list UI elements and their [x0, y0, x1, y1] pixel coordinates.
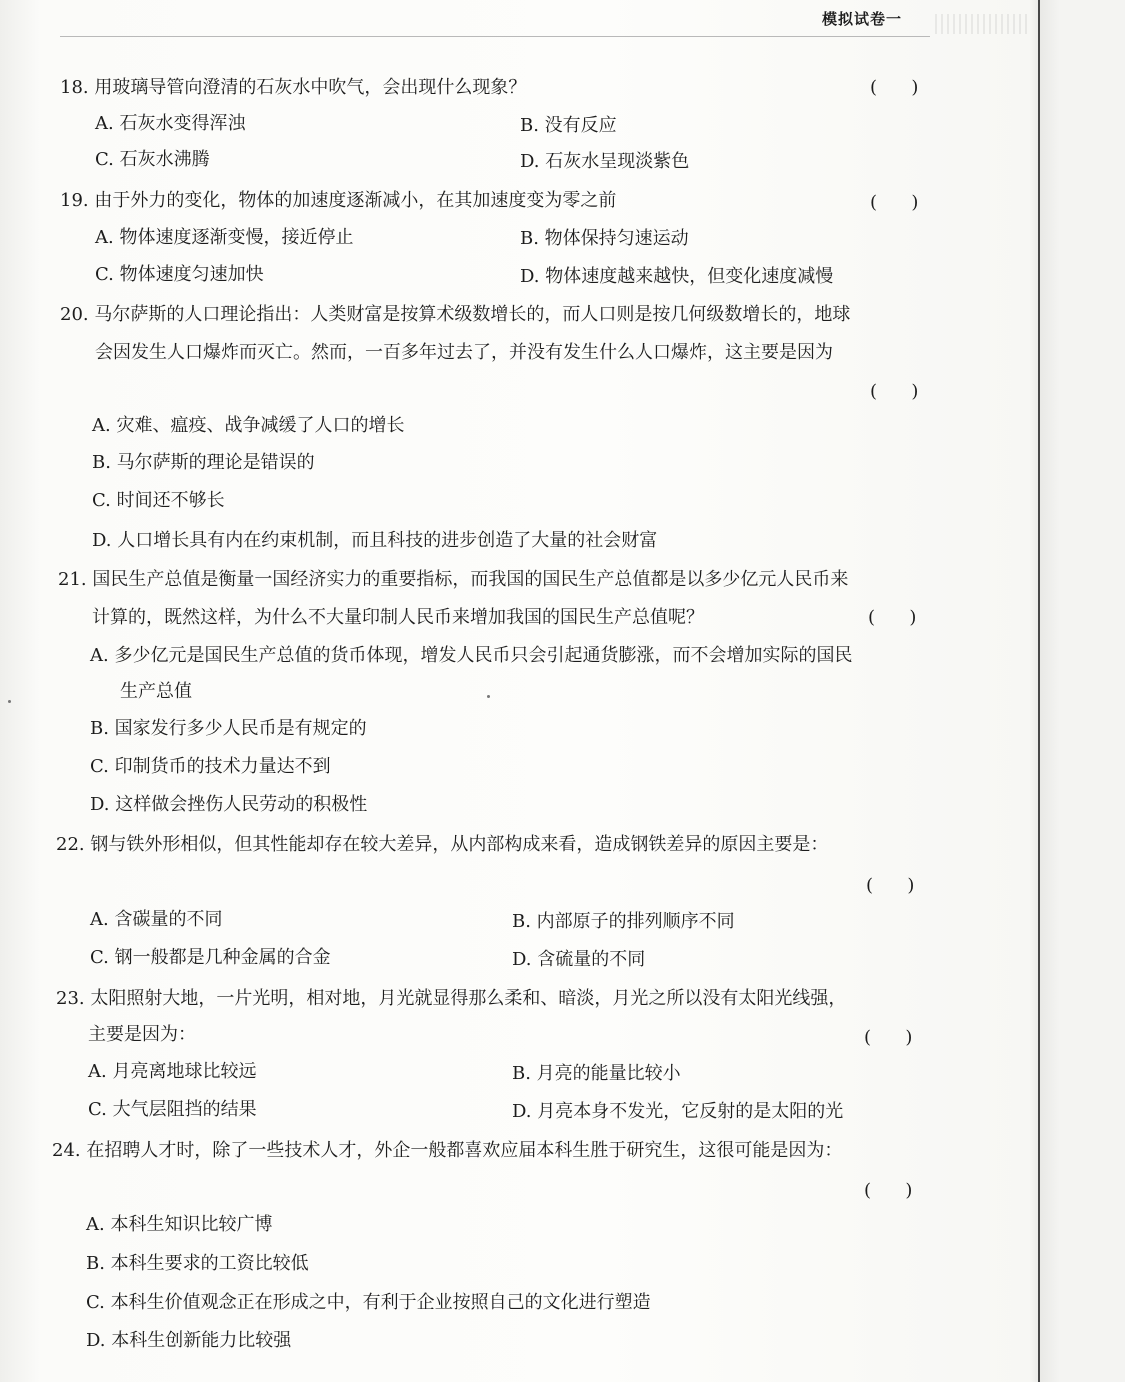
question-20-stem-line2: 会因发生人口爆炸而灭亡。然而，一百多年过去了，并没有发生什么人口爆炸，这主要是因为 — [95, 342, 833, 363]
question-24-option-a[interactable]: A. 本科生知识比较广博 — [86, 1214, 273, 1235]
question-18-stem: 18. 用玻璃导管向澄清的石灰水中吹气，会出现什么现象？ — [60, 77, 527, 98]
question-20-stem-line1: 20. 马尔萨斯的人口理论指出：人类财富是按算术级数增长的，而人口则是按几何级数增长的，地球 — [60, 304, 851, 325]
question-22-option-c[interactable]: C. 钢一般都是几种金属的合金 — [90, 947, 331, 968]
question-21-stem-line1: 21. 国民生产总值是衡量一国经济实力的重要指标，而我国的国民生产总值都是以多少亿元人民币来 — [58, 569, 849, 590]
question-19-stem: 19. 由于外力的变化，物体的加速度逐渐减小，在其加速度变为零之前 — [60, 190, 617, 211]
question-21-answer-blank[interactable]: ( ) — [868, 607, 917, 628]
question-18-answer-blank[interactable]: ( ) — [870, 77, 919, 98]
question-19-option-a[interactable]: A. 物体速度逐渐变慢，接近停止 — [95, 227, 354, 248]
question-23-option-d[interactable]: D. 月亮本身不发光，它反射的是太阳的光 — [512, 1101, 844, 1122]
question-22-stem: 22. 钢与铁外形相似，但其性能却存在较大差异，从内部构成来看，造成钢铁差异的原因主要是： — [56, 834, 829, 855]
question-21-option-c[interactable]: C. 印制货币的技术力量达不到 — [90, 756, 331, 777]
question-24-option-c[interactable]: C. 本科生价值观念正在形成之中，有利于企业按照自己的文化进行塑造 — [86, 1292, 651, 1313]
scan-artifact — [935, 14, 1030, 34]
question-22-option-b[interactable]: B. 内部原子的排列顺序不同 — [512, 911, 735, 932]
page-header-title: 模拟试卷一 — [822, 10, 903, 28]
question-22-option-a[interactable]: A. 含碳量的不同 — [90, 909, 223, 930]
question-22-answer-blank[interactable]: ( ) — [866, 875, 915, 896]
question-21-option-a-line1[interactable]: A. 多少亿元是国民生产总值的货币体现，增发人民币只会引起通货膨涨，而不会增加实际的国民 — [90, 645, 853, 666]
question-21-stem-line2: 计算的，既然这样，为什么不大量印制人民币来增加我国的国民生产总值呢？ — [92, 607, 704, 628]
question-24-answer-blank[interactable]: ( ) — [864, 1180, 913, 1201]
question-18-option-a[interactable]: A. 石灰水变得浑浊 — [95, 113, 246, 134]
question-23-answer-blank[interactable]: ( ) — [864, 1027, 913, 1048]
question-19-option-d[interactable]: D. 物体速度越来越快，但变化速度减慢 — [520, 266, 834, 287]
question-21-option-a-line2[interactable]: 生产总值 — [120, 681, 192, 702]
question-20-option-a[interactable]: A. 灾难、瘟疫、战争减缓了人口的增长 — [92, 415, 405, 436]
question-24-option-b[interactable]: B. 本科生要求的工资比较低 — [86, 1253, 309, 1274]
question-21-option-d[interactable]: D. 这样做会挫伤人民劳动的积极性 — [90, 794, 368, 815]
question-18-option-c[interactable]: C. 石灰水沸腾 — [95, 149, 210, 170]
question-23-stem-line2: 主要是因为： — [88, 1024, 196, 1045]
question-23-option-a[interactable]: A. 月亮离地球比较远 — [88, 1061, 257, 1082]
page-edge-line — [1038, 0, 1040, 1382]
question-20-option-d[interactable]: D. 人口增长具有内在约束机制，而且科技的进步创造了大量的社会财富 — [92, 530, 658, 551]
scan-speck — [8, 700, 11, 703]
question-19-option-c[interactable]: C. 物体速度匀速加快 — [95, 264, 264, 285]
question-23-stem-line1: 23. 太阳照射大地，一片光明，相对地，月光就显得那么柔和、暗淡，月光之所以没有太阳光线强， — [56, 988, 847, 1009]
question-21-option-b[interactable]: B. 国家发行多少人民币是有规定的 — [90, 718, 367, 739]
question-19-option-b[interactable]: B. 物体保持匀速运动 — [520, 228, 689, 249]
scan-speck — [487, 695, 490, 698]
question-19-answer-blank[interactable]: ( ) — [870, 192, 919, 213]
question-24-stem: 24. 在招聘人才时，除了一些技术人才，外企一般都喜欢应届本科生胜于研究生，这很可能是因为： — [52, 1140, 843, 1161]
question-18-option-b[interactable]: B. 没有反应 — [520, 115, 617, 136]
question-20-option-b[interactable]: B. 马尔萨斯的理论是错误的 — [92, 452, 315, 473]
question-23-option-c[interactable]: C. 大气层阻挡的结果 — [88, 1099, 257, 1120]
header-divider — [60, 36, 930, 37]
question-18-option-d[interactable]: D. 石灰水呈现淡紫色 — [520, 151, 690, 172]
question-24-option-d[interactable]: D. 本科生创新能力比较强 — [86, 1330, 292, 1351]
question-20-answer-blank[interactable]: ( ) — [870, 381, 919, 402]
question-23-option-b[interactable]: B. 月亮的能量比较小 — [512, 1063, 681, 1084]
question-22-option-d[interactable]: D. 含硫量的不同 — [512, 949, 646, 970]
question-20-option-c[interactable]: C. 时间还不够长 — [92, 490, 225, 511]
